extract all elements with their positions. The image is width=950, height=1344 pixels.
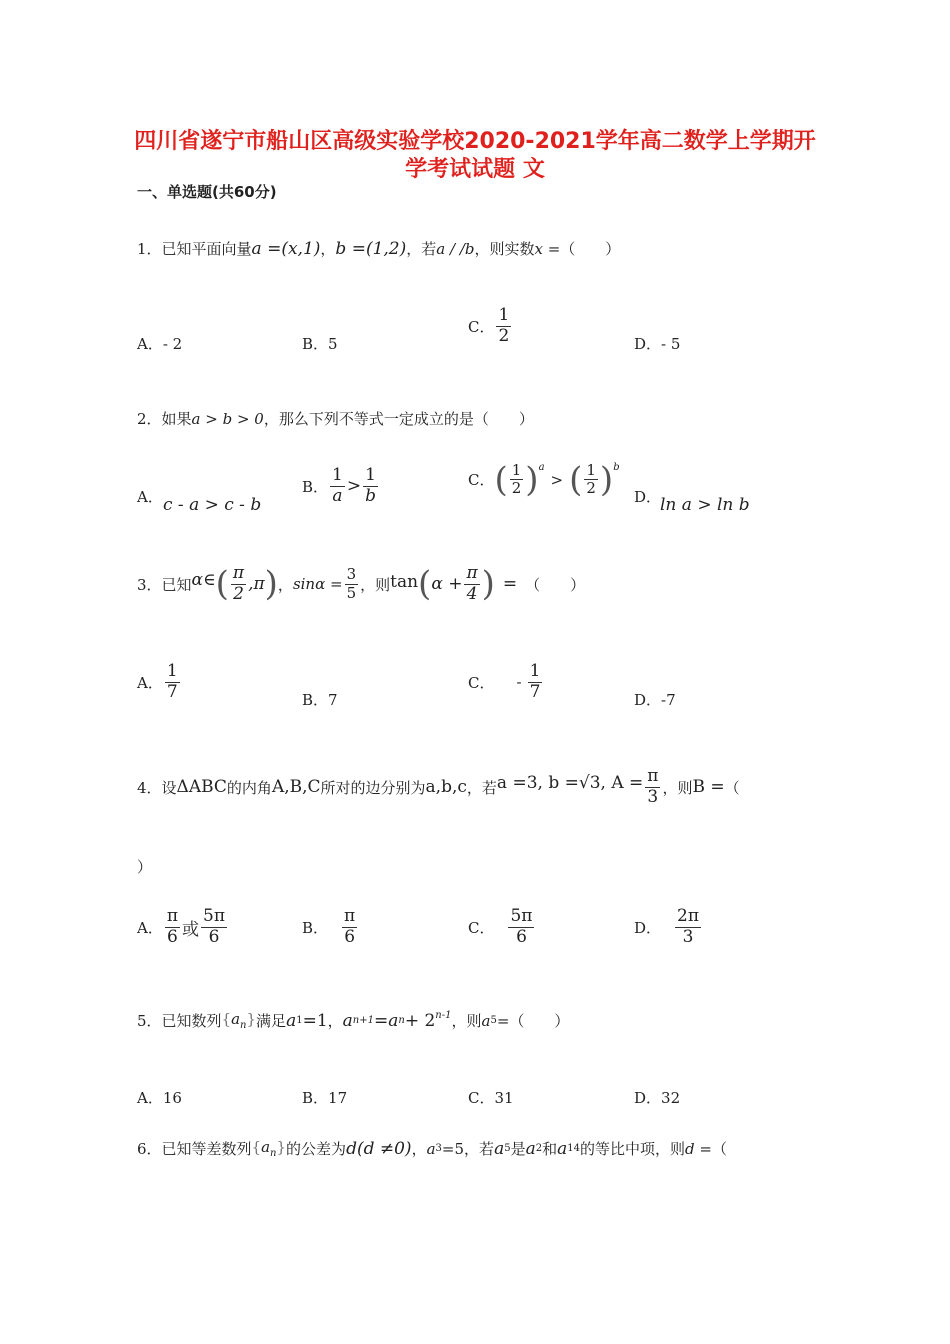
doc-title-line1: 四川省遂宁市船山区高级实验学校2020-2021学年高二数学上学期开: [134, 129, 816, 154]
q1-option-b[interactable]: B．5: [302, 335, 338, 353]
question-4: 4．设 ΔABC 的内角 A,B,C 所对的边分别为 a,b,c ，若 a =3, b =√3, A = $\frac{\pi}{3}$ ，则 B = （: [137, 766, 740, 807]
q5-option-d[interactable]: D．32: [634, 1089, 681, 1107]
question-5: 5．已知数列 $\{a_n\}$ 满足 a 1 =1 ， a n+1 =a n + 2 $^{n-1}$ ，则 a 5 = （ ）: [137, 1010, 570, 1031]
question-4-close-paren: ）: [137, 858, 153, 876]
q4-option-d[interactable]: D． $\frac{2\pi}{3}$: [634, 906, 700, 947]
q3-option-b[interactable]: B．7: [302, 691, 338, 709]
q2-option-b[interactable]: B． $\frac{1}{a}$ > $\frac{1}{b}$: [302, 465, 376, 506]
question-6: 6．已知等差数列 $\{a_n\}$ 的公差为 d (d ≠0) ， a 3 =5 ，若 a 5 是 a 2 和 a 14 的等比中项，则 d = （: [137, 1138, 727, 1159]
q3-option-a[interactable]: A． $\frac{1}{7}$: [137, 661, 178, 702]
q2-option-a[interactable]: c - a > c - b: [163, 495, 262, 515]
q2-option-d[interactable]: ln a > ln b: [660, 495, 750, 515]
q2-option-a-label[interactable]: A．: [137, 488, 163, 506]
q2-option-d-label[interactable]: D．: [634, 488, 662, 506]
q3-option-d[interactable]: D．-7: [634, 691, 676, 709]
q1-option-a[interactable]: A．- 2: [137, 335, 183, 353]
q3-option-c[interactable]: C． - $\frac{1}{7}$: [468, 661, 541, 702]
q2-option-c[interactable]: C． ( $\frac{1}{2}$ ) $^a$ > ( $\frac{1}{2}$ ) $^b$: [468, 459, 620, 500]
q4-option-c[interactable]: C． $\frac{5\pi}{6}$: [468, 906, 533, 947]
q1-option-d[interactable]: D．- 5: [634, 335, 681, 353]
question-3: 3．已知 α∈ ( $\frac{\pi}{2}$ ,π ) ， sinα = $\frac{3}{5}$ ，则 tan ( α + $\frac{\pi}{4}$ ) = （ ）: [137, 563, 586, 605]
q5-option-c[interactable]: C．31: [468, 1089, 514, 1107]
doc-title-line2: 学考试试题 文: [405, 157, 545, 182]
q4-option-a[interactable]: A． $\frac{\pi}{6}$ 或 $\frac{5\pi}{6}$: [137, 906, 226, 947]
question-2: 2．如果a > b > 0，那么下列不等式一定成立的是（ ）: [137, 410, 534, 428]
q1-option-c[interactable]: C． $\frac{1}{2}$: [468, 305, 510, 346]
q4-option-b[interactable]: B． $\frac{\pi}{6}$: [302, 906, 356, 947]
q5-option-b[interactable]: B．17: [302, 1089, 348, 1107]
q5-option-a[interactable]: A．16: [137, 1089, 182, 1107]
section-heading: 一、单选题(共60分): [137, 183, 277, 201]
question-1: 1．已知平面向量a =(x,1)，b =(1,2)，若a / /b，则实数x =（ ）: [137, 239, 621, 259]
